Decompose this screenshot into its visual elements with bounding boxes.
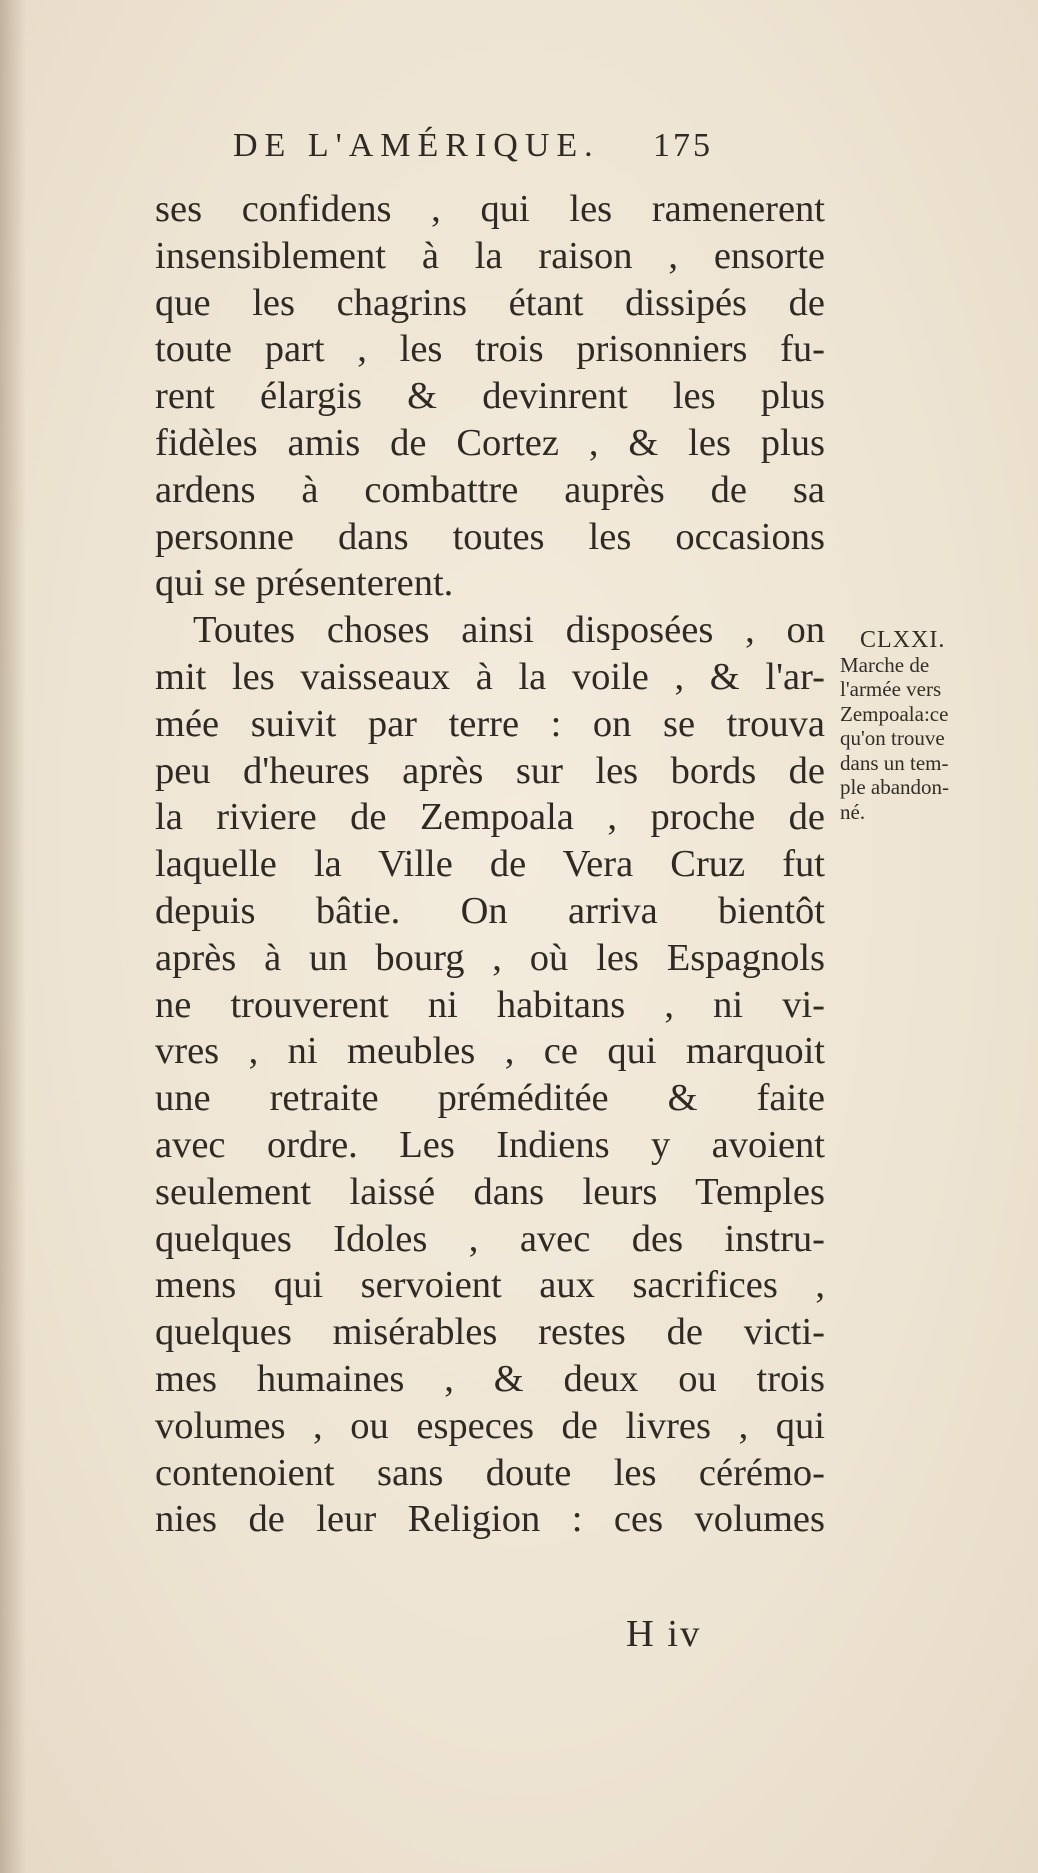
margin-note-line: Zempoala:ce	[840, 701, 949, 726]
body-text	[155, 186, 825, 1543]
text-line: personne dans toutes les occasions	[155, 515, 825, 558]
text-line: mes humaines , & deux ou trois	[155, 1357, 825, 1400]
text-line: ses confidens , qui les ramenerent	[155, 188, 825, 230]
text-line: que les chagrins étant dissipés de	[155, 281, 825, 324]
margin-note-line: qu'on trouve	[840, 726, 945, 750]
text-line: après à un bourg , où les Espagnols	[155, 936, 825, 979]
text-line: ne trouverent ni habitans , ni vi-	[155, 983, 825, 1026]
text-line: insensiblement à la raison , ensorte	[155, 234, 825, 277]
text-line: mens qui servoient aux sacrifices ,	[155, 1264, 825, 1307]
text-line: depuis bâtie. On arriva bientôt	[155, 889, 825, 932]
text-line: fidèles amis de Cortez , & les plus	[155, 421, 825, 464]
running-title: DE L'AMÉRIQUE.	[233, 127, 600, 164]
text-line: avec ordre. Les Indiens y avoient	[155, 1123, 825, 1166]
text-line: rent élargis & devinrent les plus	[155, 375, 825, 418]
text-line: vres , ni meubles , ce qui marquoit	[155, 1030, 825, 1073]
margin-note-line: dans un tem-	[840, 750, 949, 775]
paragraph-start-line: Toutes choses ainsi disposées , on	[193, 609, 825, 652]
text-line: qui se présenterent.	[155, 562, 454, 605]
text-line: volumes , ou especes de livres , qui	[155, 1404, 825, 1447]
text-line: mée suivit par terre : on se trouva	[155, 702, 825, 745]
margin-note	[840, 628, 1015, 824]
text-line: contenoient sans doute les cérémo-	[155, 1451, 825, 1494]
catchword: H iv	[626, 1613, 702, 1655]
page-number: 175	[653, 127, 713, 164]
text-line: laquelle la Ville de Vera Cruz fut	[155, 843, 825, 886]
text-line: seulement laissé dans leurs Temples	[155, 1170, 825, 1213]
text-line: la riviere de Zempoala , proche de	[155, 796, 825, 839]
text-line: une retraite préméditée & faite	[155, 1077, 825, 1120]
text-line: toute part , les trois prisonniers fu-	[155, 328, 825, 371]
text-line: nies de leur Religion : ces volumes	[155, 1498, 825, 1541]
text-line: mit les vaisseaux à la voile , & l'ar-	[155, 655, 825, 698]
text-line: quelques Idoles , avec des instru-	[155, 1217, 825, 1260]
running-head	[233, 127, 833, 177]
text-line: ardens à combattre auprès de sa	[155, 468, 825, 511]
margin-note-line: Marche de	[840, 652, 930, 677]
margin-note-line: ple abandon-	[840, 775, 950, 799]
margin-note-line: l'armée vers	[840, 677, 942, 701]
margin-note-line: né.	[840, 799, 866, 824]
margin-note-ref: CLXXI.	[860, 627, 946, 653]
text-line: quelques misérables restes de victi-	[155, 1311, 825, 1354]
text-line: peu d'heures après sur les bords de	[155, 749, 825, 792]
gutter-shadow	[0, 0, 26, 1873]
